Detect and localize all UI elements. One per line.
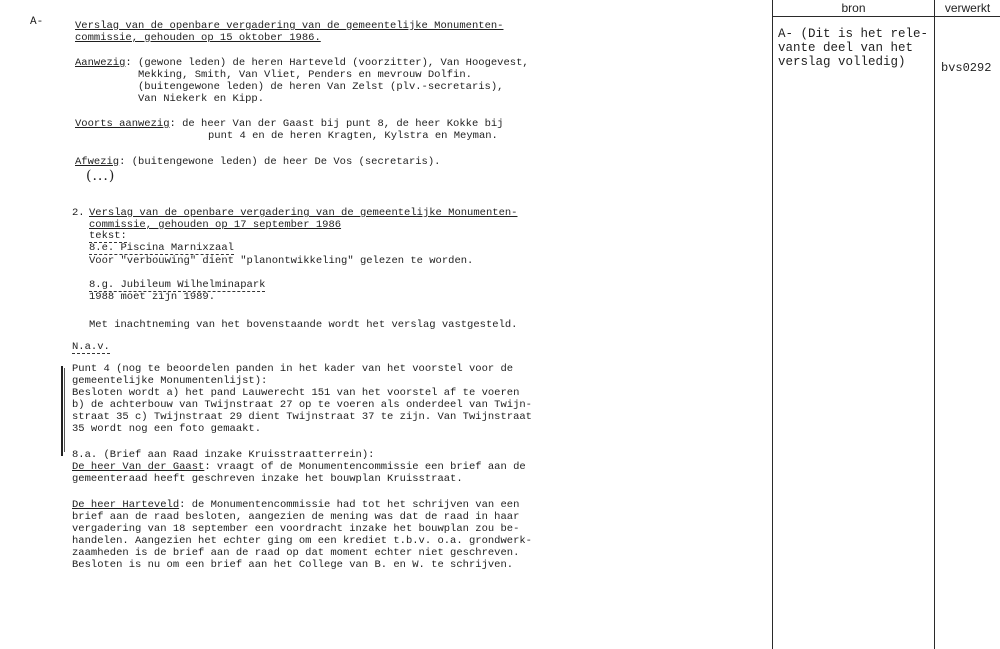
table-left-border xyxy=(772,0,773,649)
afwezig-label: Afwezig xyxy=(75,156,120,168)
voorts-line-2: punt 4 en de heren Kragten, Kylstra en Meyman. xyxy=(208,130,498,142)
gaast-label: De heer Van der Gaast xyxy=(72,461,205,473)
section-8g-text: 1988 moet zijn 1989. xyxy=(89,291,216,303)
column-header-bron: bron xyxy=(841,1,866,15)
section-8g-title: 8.g. Jubileum Wilhelminapark xyxy=(89,279,266,291)
margin-bracket-mark-inner xyxy=(64,368,65,452)
vastgesteld-line: Met inachtneming van het bovenstaande wordt het verslag vastgesteld. xyxy=(89,319,518,331)
punt4-line-2: gemeentelijke Monumentenlijst): xyxy=(72,375,268,387)
punt4-line-6: 35 wordt nog een foto gemaakt. xyxy=(72,423,262,435)
punt4-line-5: straat 35 c) Twijnstraat 29 dient Twijnstraat 37 te zijn. Van Twijnstraat xyxy=(72,411,532,423)
item8a-line: 8.a. (Brief aan Raad inzake Kruisstraatterrein): xyxy=(72,449,375,461)
gaast-line-1: De heer Van der Gaast: vraagt of de Monumentencommissie een brief aan de xyxy=(72,461,526,473)
aanwezig-line-4: Van Niekerk en Kipp. xyxy=(138,93,265,105)
harteveld-line-6: Besloten is nu om een brief aan het College van B. en W. te schrijven. xyxy=(72,559,514,571)
punt4-line-1: Punt 4 (nog te beoordelen panden in het kader van het voorstel voor de xyxy=(72,363,514,375)
punt4-line-4: b) de achterbouw van Twijnstraat 27 op te voeren als onderdeel van Twijn- xyxy=(72,399,532,411)
harteveld-line-1: De heer Harteveld: de Monumentencommissie had tot het schrijven van een xyxy=(72,499,520,511)
margin-mark: A- xyxy=(30,16,44,28)
margin-bracket-mark xyxy=(61,366,63,456)
section-8e-title: 8.e. Piscina Marnixzaal xyxy=(89,242,234,254)
aanwezig-line-1: Aanwezig: (gewone leden) de heren Harteveld (voorzitter), Van Hoogevest, xyxy=(75,57,529,69)
gaast-line-2: gemeenteraad heeft geschreven inzake het bouwplan Kruisstraat. xyxy=(72,473,463,485)
harteveld-label: De heer Harteveld xyxy=(72,499,180,511)
ellipsis-handwritten: (...) xyxy=(86,168,116,184)
aanwezig-line-2: Mekking, Smith, Van Vliet, Penders en mevrouw Dolfin. xyxy=(138,69,472,81)
harteveld-line-3: vergadering van 18 september een voordracht inzake het bouwplan zou be- xyxy=(72,523,520,535)
tekst-label: tekst: xyxy=(89,230,127,242)
afwezig-line: Afwezig: (buitengewone leden) de heer De Vos (secretaris). xyxy=(75,156,441,168)
aanwezig-line-3: (buitengewone leden) de heren Van Zelst (plv.-secretaris), xyxy=(138,81,504,93)
item2-title-line-1: Verslag van de openbare vergadering van de gemeentelijke Monumenten- xyxy=(89,207,518,219)
harteveld-line-2: brief aan de raad besloten, aangezien de mening was dat de raad in haar xyxy=(72,511,520,523)
punt4-line-3: Besloten wordt a) het pand Lauwerecht 151 van het voorstel af te voeren xyxy=(72,387,520,399)
column-header-verwerkt: verwerkt xyxy=(944,1,991,15)
harteveld-line-4: handelen. Aangezien het echter ging om een krediet t.b.v. o.a. grondwerk- xyxy=(72,535,532,547)
section-8e-text: Voor "verbouwing" dient "planontwikkeling" gelezen te worden. xyxy=(89,255,474,267)
bron-note: A- (Dit is het rele- vante deel van het verslag volledig) xyxy=(778,27,929,69)
nav-heading: N.a.v. xyxy=(72,341,110,353)
voorts-label: Voorts aanwezig xyxy=(75,118,170,130)
item2-title-line-2: commissie, gehouden op 17 september 1986 xyxy=(89,219,342,231)
aanwezig-label: Aanwezig xyxy=(75,57,126,69)
table-header-divider xyxy=(772,16,1000,17)
verwerkt-code: bvs0292 xyxy=(941,61,992,75)
item2-number: 2. xyxy=(72,207,85,219)
harteveld-line-5: zaamheden is de brief aan de raad op dat moment echter niet geschreven. xyxy=(72,547,520,559)
title-line-2: commissie, gehouden op 15 oktober 1986. xyxy=(75,32,321,44)
voorts-line-1: Voorts aanwezig: de heer Van der Gaast bij punt 8, de heer Kokke bij xyxy=(75,118,504,130)
title-line-1: Verslag van de openbare vergadering van de gemeentelijke Monumenten- xyxy=(75,20,504,32)
table-column-divider xyxy=(934,0,935,649)
